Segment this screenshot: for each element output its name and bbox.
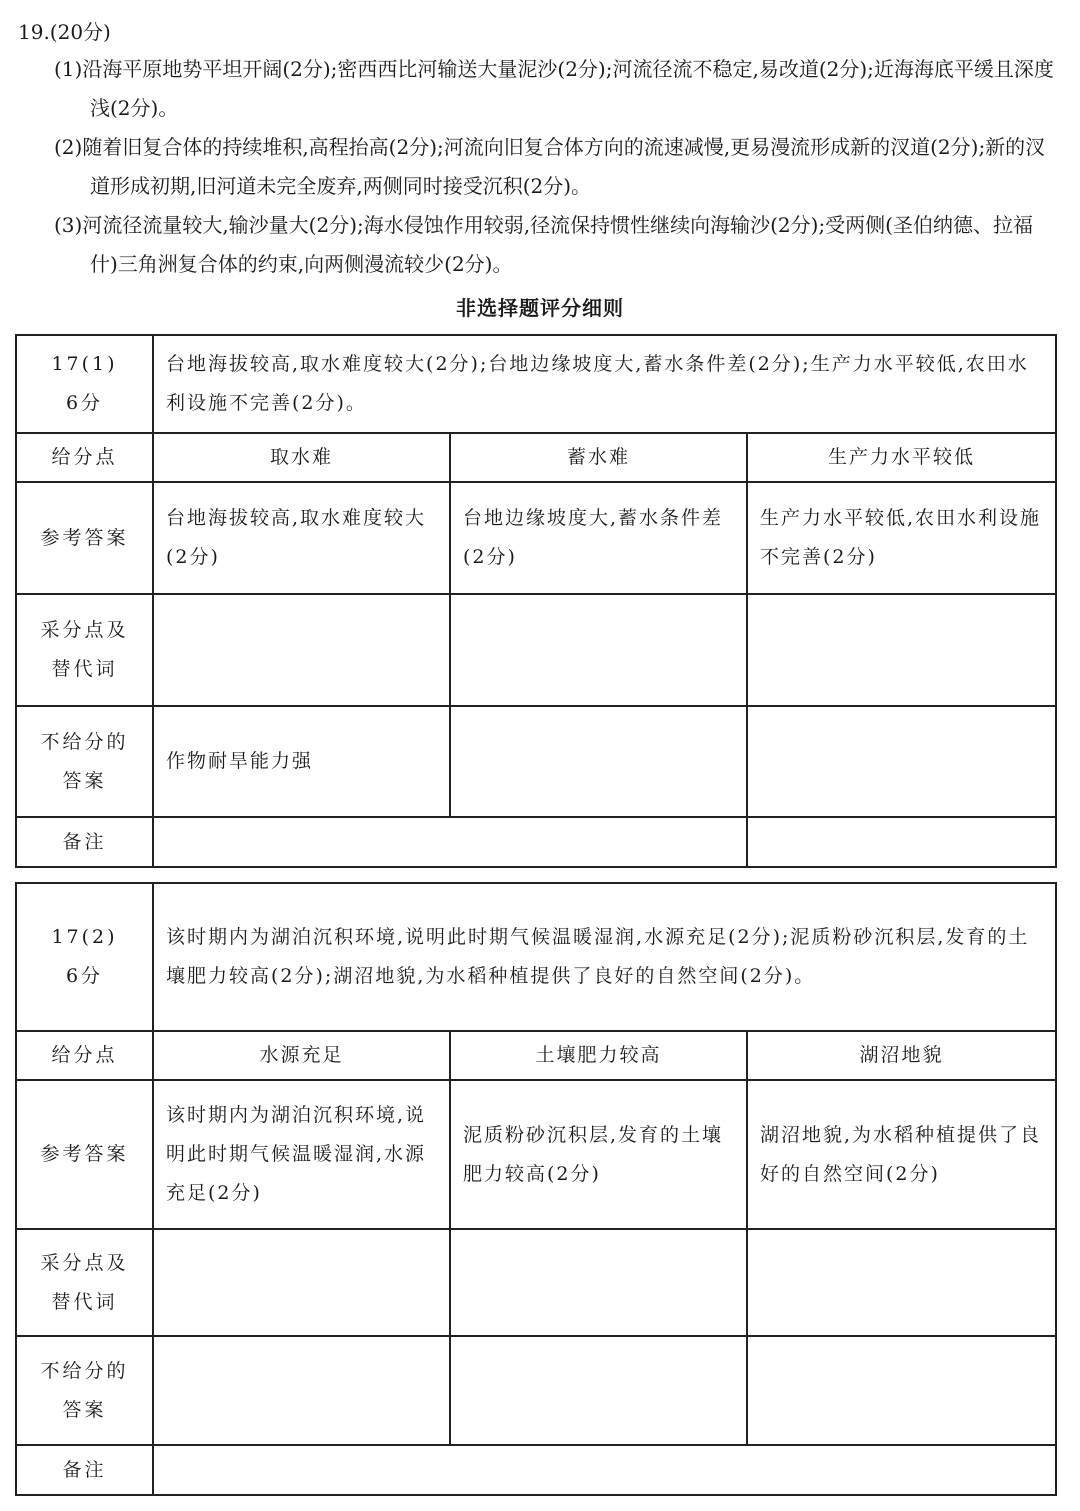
no-score-cell: [153, 1336, 450, 1445]
question-19-part-2: (2)随着旧复合体的持续堆积,高程抬高(2分);河流向旧复合体方向的流速减慢,更易漫流形成新的汊道(2分);新的汊道形成初期,旧河道未完全废弃,两侧同时接受沉积(2分)。: [54, 135, 1046, 198]
question-id: 17(2): [51, 926, 118, 948]
table-row: [16, 883, 1056, 1031]
answer-cell: 该时期内为湖泊沉积环境,说明此时期气候温暖湿润,水源充足(2分): [153, 1080, 450, 1229]
header-cell: 水源充足: [153, 1031, 450, 1080]
scoring-point-label: 给分点: [16, 433, 153, 482]
alternatives-label-text: 采分点及替代词: [40, 1251, 129, 1313]
question-19-part-3: (3)河流径流量较大,输沙量大(2分);海水侵蚀作用较弱,径流保持惯性继续向海输沙(2分);受两侧(圣伯纳德、拉福什)三角洲复合体的约束,向两侧漫流较少(2分)。: [54, 213, 1033, 276]
table-row: [16, 1229, 1056, 1336]
table-row: [16, 594, 1056, 706]
scoring-point-label: 给分点: [16, 1031, 153, 1080]
question-19: [18, 14, 1058, 284]
reference-answer-label: 参考答案: [16, 1080, 153, 1229]
alternatives-cell: [153, 594, 450, 706]
no-score-label-text: 不给分的答案: [40, 1359, 129, 1421]
no-score-cell: [450, 706, 747, 817]
remarks-label: 备注: [16, 817, 153, 867]
answer-cell: 台地海拔较高,取水难度较大(2分): [153, 482, 450, 594]
question-score: 6分: [65, 965, 104, 987]
alternatives-label-text: 采分点及替代词: [40, 619, 129, 680]
table-row: [16, 817, 1056, 867]
no-score-label: [16, 1336, 153, 1445]
table-row: [16, 1031, 1056, 1080]
table-row: [16, 1080, 1056, 1229]
header-cell: 取水难: [153, 433, 450, 482]
remarks-cell: [747, 817, 1056, 867]
question-score: 6分: [65, 392, 104, 414]
alternatives-cell: [450, 594, 747, 706]
question-19-title: 19.(20分): [18, 20, 111, 44]
alternatives-label: [16, 1229, 153, 1336]
no-score-cell: [747, 706, 1056, 817]
reference-answer-label: 参考答案: [16, 482, 153, 594]
no-score-label-text: 不给分的答案: [40, 730, 129, 792]
no-score-cell: [450, 1336, 747, 1445]
table-row: [16, 482, 1056, 594]
no-score-cell: 作物耐旱能力强: [153, 706, 450, 817]
alternatives-cell: [747, 594, 1056, 706]
alternatives-cell: [747, 1229, 1056, 1336]
header-cell: 蓄水难: [450, 433, 747, 482]
header-cell: 生产力水平较低: [747, 433, 1056, 482]
answer-cell: 台地边缘坡度大,蓄水条件差(2分): [450, 482, 747, 594]
remarks-cell: [153, 817, 747, 867]
no-score-label: [16, 706, 153, 817]
remarks-cell: [153, 1445, 1056, 1495]
header-cell: 土壤肥力较高: [450, 1031, 747, 1080]
question-summary: 该时期内为湖泊沉积环境,说明此时期气候温暖湿润,水源充足(2分);泥质粉砂沉积层,发育的土壤肥力较高(2分);湖沼地貌,为水稻种植提供了良好的自然空间(2分)。: [153, 883, 1056, 1031]
question-19-part-1: (1)沿海平原地势平坦开阔(2分);密西西比河输送大量泥沙(2分);河流径流不稳定,易改道(2分);近海海底平缓且深度浅(2分)。: [54, 57, 1054, 120]
section-title: 非选择题评分细则: [456, 296, 624, 320]
header-cell: 湖沼地貌: [747, 1031, 1056, 1080]
alternatives-cell: [450, 1229, 747, 1336]
question-id: 17(1): [51, 353, 118, 375]
table-row: [16, 335, 1056, 433]
answer-cell: 湖沼地貌,为水稻种植提供了良好的自然空间(2分): [747, 1080, 1056, 1229]
table-row: [16, 1336, 1056, 1445]
alternatives-label: [16, 594, 153, 706]
table-row: [16, 1445, 1056, 1495]
scoring-table-17-2: [15, 882, 1057, 1496]
answer-cell: 泥质粉砂沉积层,发育的土壤肥力较高(2分): [450, 1080, 747, 1229]
alternatives-cell: [153, 1229, 450, 1336]
table-row: [16, 706, 1056, 817]
question-summary: 台地海拔较高,取水难度较大(2分);台地边缘坡度大,蓄水条件差(2分);生产力水平较低,农田水利设施不完善(2分)。: [153, 335, 1056, 433]
question-id-cell: [16, 883, 153, 1031]
table-row: [16, 433, 1056, 482]
answer-cell: 生产力水平较低,农田水利设施不完善(2分): [747, 482, 1056, 594]
scoring-table-17-1: [15, 334, 1057, 868]
remarks-label: 备注: [16, 1445, 153, 1495]
question-id-cell: [16, 335, 153, 433]
no-score-cell: [747, 1336, 1056, 1445]
